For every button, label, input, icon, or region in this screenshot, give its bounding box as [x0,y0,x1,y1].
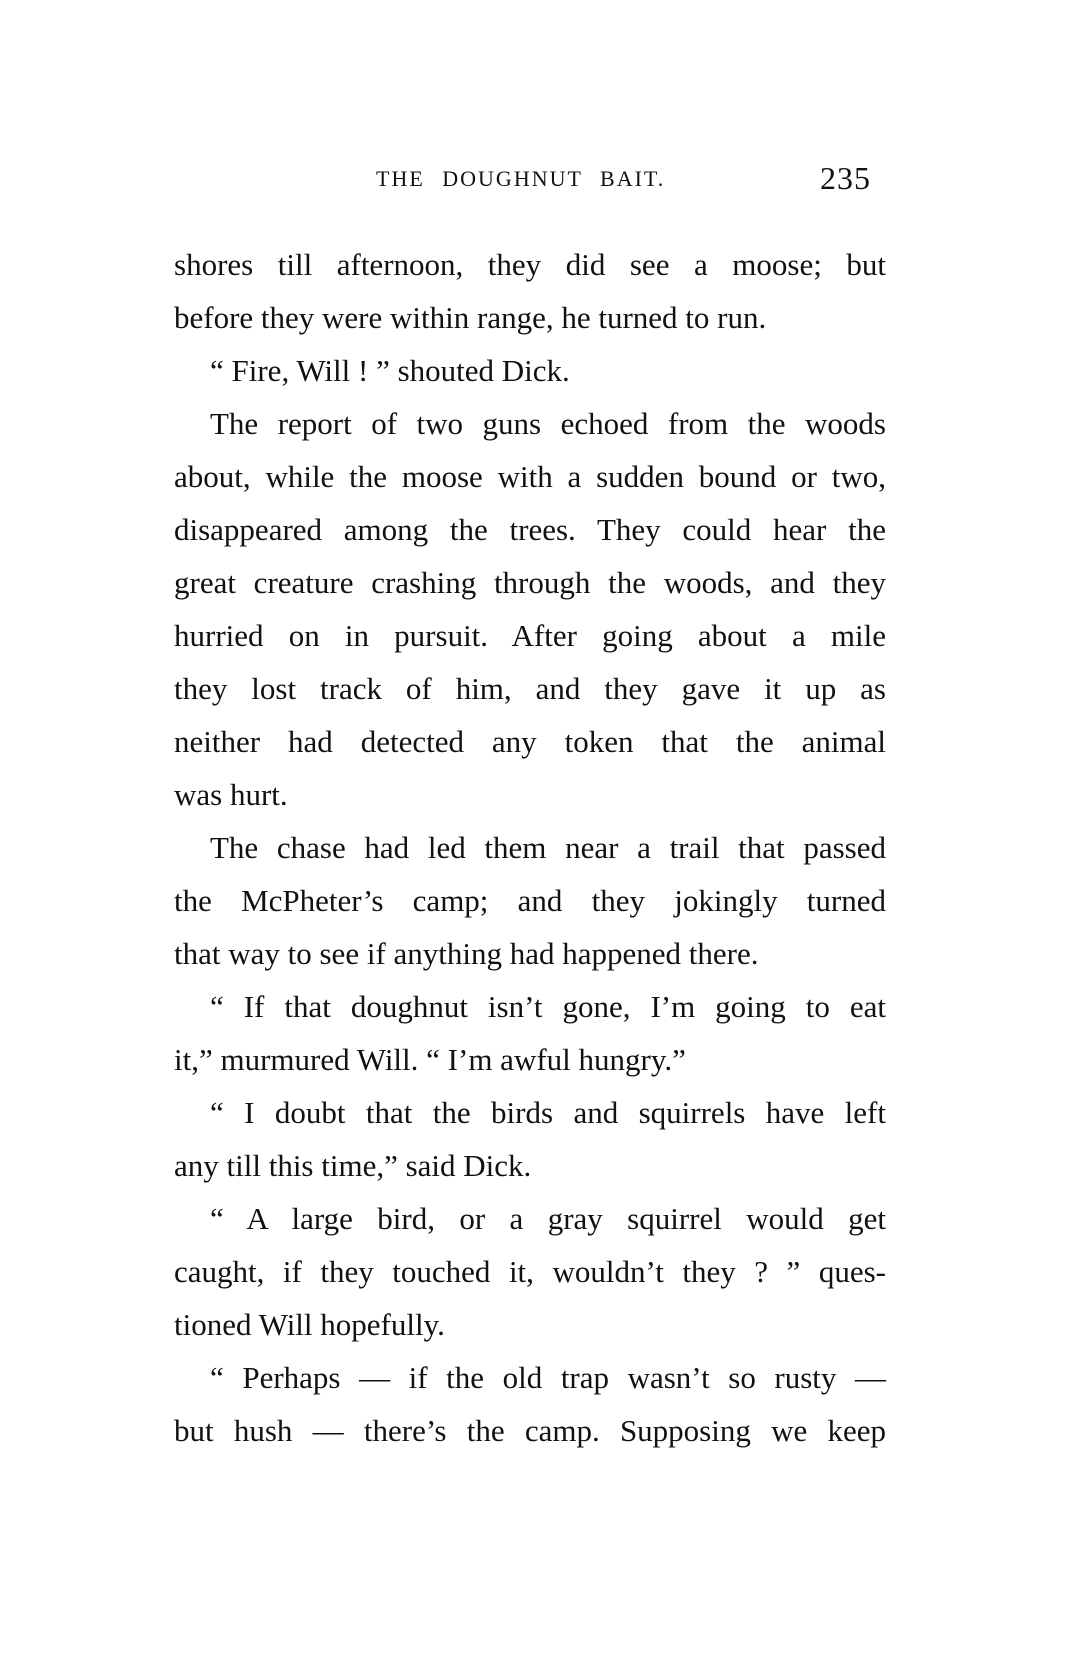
text-line: before they were within range, he turned to run. [174,300,767,335]
text-line: “ I doubt that the birds and squirrels have left [210,1095,886,1130]
text-line: about, while the moose with a sudden bound or two, [174,459,886,494]
page-header [0,160,1072,200]
text-line: The report of two guns echoed from the woods [210,406,886,441]
text-line: tioned Will hopefully. [174,1307,445,1342]
text-line: was hurt. [174,777,288,812]
text-line: “ A large bird, or a gray squirrel would get [210,1201,886,1236]
text-line: caught, if they touched it, wouldn’t they ? ” ques- [174,1254,886,1289]
text-line: it,” murmured Will. “ I’m awful hungry.” [174,1042,686,1077]
text-line: neither had detected any token that the animal [174,724,886,759]
text-line: “ If that doughnut isn’t gone, I’m going to eat [210,989,886,1024]
text-line: disappeared among the trees. They could hear the [174,512,886,547]
text-line: “ Fire, Will ! ” shouted Dick. [210,353,570,388]
text-line: the McPheter’s camp; and they jokingly turned [174,883,886,918]
page-number: 235 [820,160,871,196]
text-line: that way to see if anything had happened there. [174,936,759,971]
text-line: shores till afternoon, they did see a moose; but [174,247,886,282]
text-line: “ Perhaps — if the old trap wasn’t so rusty — [210,1360,886,1395]
body-text [174,238,886,1457]
text-line: they lost track of him, and they gave it up as [174,671,886,706]
running-title: THE DOUGHNUT BAIT. [376,166,666,191]
text-line: but hush — there’s the camp. Supposing we keep [174,1413,886,1448]
text-line: great creature crashing through the woods, and they [174,565,886,600]
text-line: any till this time,” said Dick. [174,1148,532,1183]
text-line: The chase had led them near a trail that passed [210,830,886,865]
text-line: hurried on in pursuit. After going about a mile [174,618,886,653]
